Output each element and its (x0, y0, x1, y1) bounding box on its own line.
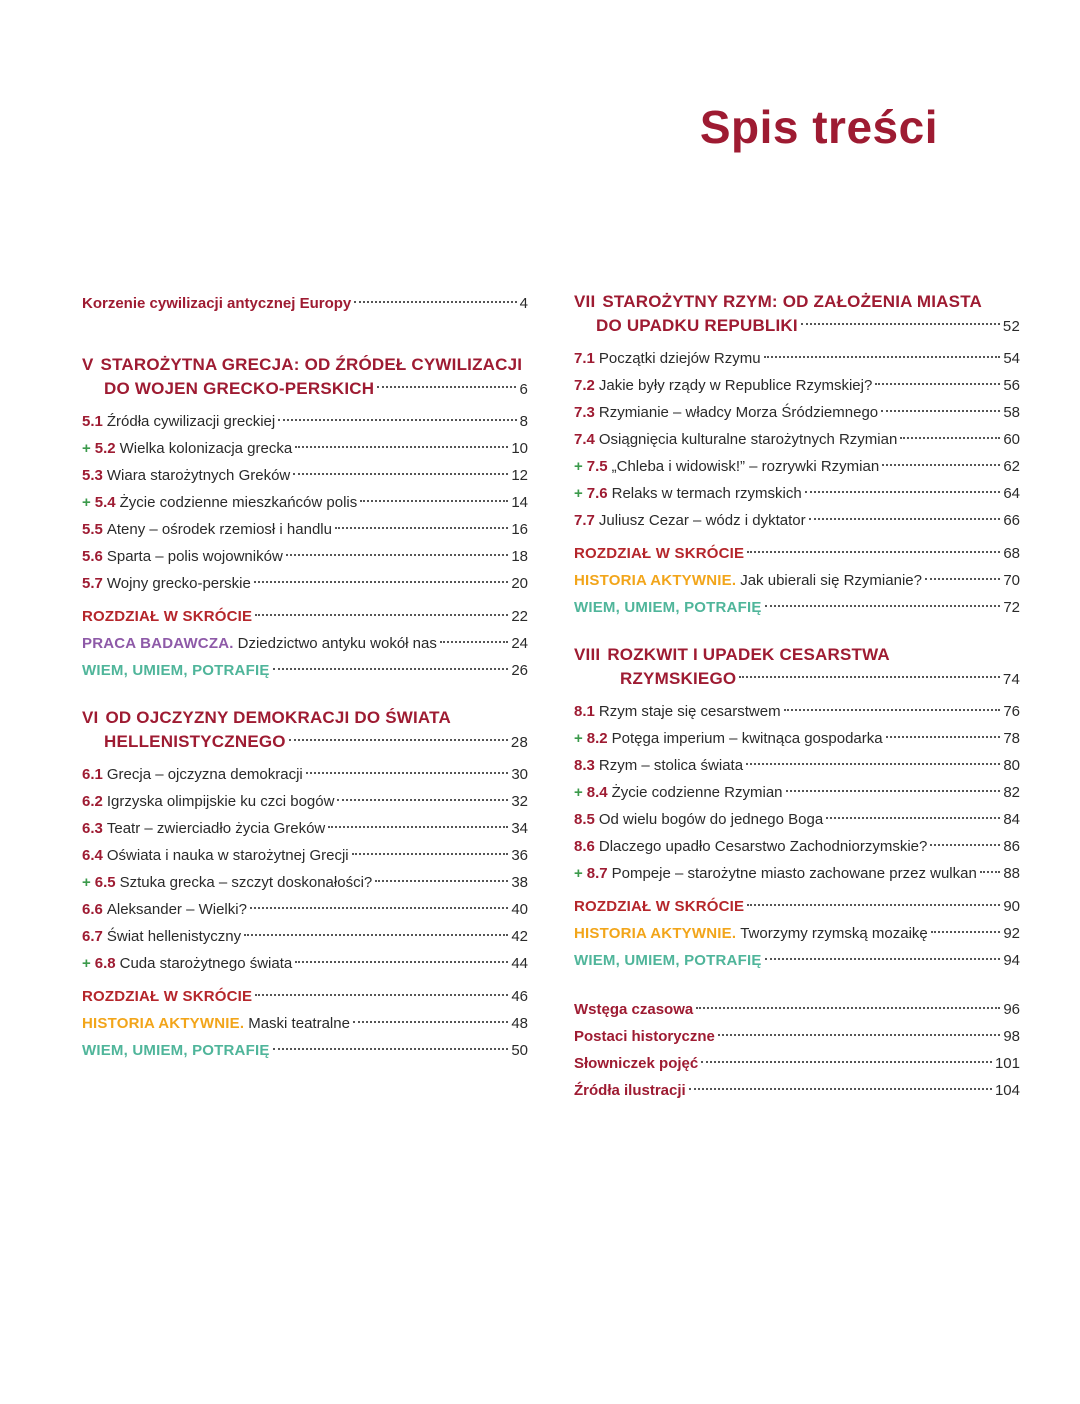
dot-leader (809, 518, 1001, 520)
page-number: 16 (511, 521, 528, 538)
toc-entry[interactable] (82, 869, 528, 896)
chapter-title-line2 (82, 730, 528, 755)
chapter-roman-numeral: VI (82, 708, 99, 727)
page-number: 42 (511, 928, 528, 945)
extra-label: ROZDZIAŁ W SKRÓCIE (574, 898, 745, 915)
section-number: 5.3 (82, 467, 103, 484)
dot-leader (306, 772, 509, 774)
plus-marker: + (82, 874, 91, 891)
dot-leader (295, 446, 508, 448)
dot-leader (718, 1034, 1000, 1036)
intro-section (82, 290, 528, 317)
dot-leader (747, 551, 1000, 553)
page-number: 96 (1003, 1001, 1020, 1018)
chapter-section (574, 290, 1020, 621)
toc-left-column (82, 290, 528, 1086)
dot-leader (254, 581, 509, 583)
dot-leader (784, 709, 1001, 711)
page-number: 76 (1003, 703, 1020, 720)
page-number: 78 (1003, 730, 1020, 747)
chapter-roman-numeral: V (82, 355, 94, 374)
appendix-label: Słowniczek pojęć (574, 1055, 699, 1072)
page-number: 64 (1003, 485, 1020, 502)
section-number: 7.7 (574, 512, 595, 529)
page-number: 24 (511, 635, 528, 652)
dot-leader (440, 641, 508, 643)
toc-entry[interactable] (82, 570, 528, 597)
page-number: 26 (511, 662, 528, 679)
toc-entry[interactable] (574, 480, 1020, 507)
page-number: 84 (1003, 811, 1020, 828)
entry-title: Oświata i nauka w starożytnej Grecji (106, 847, 349, 864)
section-number: 8.4 (586, 784, 608, 801)
entry-title: Wojny grecko-perskie (106, 575, 251, 592)
dot-leader (747, 904, 1000, 906)
section-number: 6.1 (82, 766, 103, 783)
dot-leader (765, 605, 1001, 607)
chapter-title-line2 (574, 314, 1020, 339)
toc-entry[interactable] (82, 950, 528, 977)
dot-leader (255, 614, 508, 616)
toc-extra-entry[interactable] (82, 630, 528, 657)
extra-subtitle: Jak ubierali się Rzymianie? (740, 572, 922, 589)
entry-title: Dlaczego upadło Cesarstwo Zachodniorzymskie? (598, 838, 928, 855)
dot-leader (786, 790, 1001, 792)
dot-leader (278, 419, 516, 421)
toc-extra-entry[interactable] (574, 540, 1020, 567)
page-number: 36 (511, 847, 528, 864)
plus-marker: + (82, 955, 91, 972)
toc-entry[interactable] (574, 860, 1020, 887)
extra-label: WIEM, UMIEM, POTRAFIĘ (574, 952, 762, 969)
entry-title: Sztuka grecka – szczyt doskonałości? (119, 874, 373, 891)
section-number: 6.4 (82, 847, 103, 864)
chapter-title-text: RZYMSKIEGO (620, 669, 737, 688)
page-title: Spis treści (699, 101, 938, 153)
toc-extra-entry[interactable] (82, 983, 528, 1010)
entry-title: Rzymianie – władcy Morza Śródziemnego (598, 404, 879, 421)
dot-leader (900, 437, 1000, 439)
page-number: 70 (1003, 572, 1020, 589)
chapter-title-text: DO WOJEN GRECKO-PERSKICH (104, 379, 375, 398)
plus-marker: + (82, 494, 91, 511)
page-number: 72 (1003, 599, 1020, 616)
section-number: 8.7 (586, 865, 608, 882)
page-number: 50 (511, 1042, 528, 1059)
section-number: 7.1 (574, 350, 595, 367)
toc-entry[interactable] (574, 372, 1020, 399)
chapter-title-line1 (82, 353, 528, 377)
toc-extra-entry[interactable] (574, 893, 1020, 920)
toc-extra-entry[interactable] (574, 594, 1020, 621)
entry-title: Igrzyska olimpijskie ku czci bogów (106, 793, 335, 810)
entry-title: Aleksander – Wielki? (106, 901, 247, 918)
plus-marker: + (574, 730, 583, 747)
entry-title: Wielka kolonizacja grecka (119, 440, 293, 457)
dot-leader (875, 383, 1000, 385)
dot-leader (930, 844, 1000, 846)
chapter-title-text: ROZKWIT I UPADEK CESARSTWA (607, 645, 890, 664)
chapter-heading[interactable] (82, 706, 528, 755)
dot-leader (328, 826, 508, 828)
toc-entry[interactable] (574, 725, 1020, 752)
dot-leader (925, 578, 1000, 580)
toc-extra-entry[interactable] (574, 947, 1020, 974)
toc-entry[interactable] (82, 842, 528, 869)
entry-title: Cuda starożytnego świata (119, 955, 293, 972)
dot-leader (931, 931, 1001, 933)
appendix-entry[interactable] (574, 1077, 1020, 1104)
right-chapters (574, 290, 1020, 974)
appendix-section (574, 996, 1020, 1104)
toc-extra-entry[interactable] (82, 1010, 528, 1037)
section-number: 7.3 (574, 404, 595, 421)
section-number: 8.3 (574, 757, 595, 774)
left-chapters (82, 353, 528, 1064)
extra-label: ROZDZIAŁ W SKRÓCIE (82, 608, 253, 625)
section-number: 8.5 (574, 811, 595, 828)
chapter-heading[interactable] (574, 290, 1020, 339)
toc-entry[interactable] (574, 779, 1020, 806)
page-number: 34 (511, 820, 528, 837)
toc-entry[interactable] (82, 761, 528, 788)
toc-entry[interactable] (82, 815, 528, 842)
chapter-heading[interactable] (574, 643, 1020, 692)
entry-title: „Chleba i widowisk!” – rozrywki Rzymian (611, 458, 880, 475)
extra-label: PRACA BADAWCZA. (82, 635, 234, 652)
plus-marker: + (574, 485, 583, 502)
section-number: 8.2 (586, 730, 608, 747)
section-number: 8.1 (574, 703, 595, 720)
extra-label: HISTORIA AKTYWNIE. (574, 925, 737, 942)
dot-leader (255, 994, 508, 996)
page-number: 30 (511, 766, 528, 783)
toc-entry[interactable] (82, 543, 528, 570)
toc-entry[interactable] (82, 462, 528, 489)
dot-leader (826, 817, 1000, 819)
chapter-section (574, 643, 1020, 974)
extra-label: WIEM, UMIEM, POTRAFIĘ (82, 1042, 270, 1059)
toc-right-column (574, 290, 1020, 1126)
chapter-title-text: STAROŻYTNY RZYM: OD ZAŁOŻENIA MIASTA (602, 292, 982, 311)
toc-entry[interactable] (82, 435, 528, 462)
entry-title: Sparta – polis wojowników (106, 548, 283, 565)
page-number: 38 (511, 874, 528, 891)
section-number: 6.7 (82, 928, 103, 945)
toc-entry[interactable] (574, 453, 1020, 480)
dot-leader (805, 491, 1001, 493)
entry-title: Wiara starożytnych Greków (106, 467, 291, 484)
toc-entry[interactable] (82, 408, 528, 435)
page-number: 44 (511, 955, 528, 972)
page-number: 88 (1003, 865, 1020, 882)
entry-title: Grecja – ojczyzna demokracji (106, 766, 303, 783)
chapter-title-line1 (82, 706, 528, 730)
appendix-label: Postaci historyczne (574, 1028, 715, 1045)
dot-leader (293, 473, 508, 475)
chapter-title-line1 (574, 290, 1020, 314)
extra-subtitle: Tworzymy rzymską mozaikę (740, 925, 928, 942)
extra-label: WIEM, UMIEM, POTRAFIĘ (82, 662, 270, 679)
toc-entry[interactable] (574, 426, 1020, 453)
section-number: 8.6 (574, 838, 595, 855)
page-number: 62 (1003, 458, 1020, 475)
dot-leader (244, 934, 508, 936)
page-number: 32 (511, 793, 528, 810)
page-number: 4 (519, 295, 528, 312)
section-number: 6.8 (94, 955, 116, 972)
chapter-title-text: DO UPADKU REPUBLIKI (596, 316, 798, 335)
page-number: 46 (511, 988, 528, 1005)
page-number: 86 (1003, 838, 1020, 855)
page-number: 68 (1003, 545, 1020, 562)
page-number: 66 (1003, 512, 1020, 529)
toc-entry[interactable] (574, 399, 1020, 426)
chapter-title-text: OD OJCZYZNY DEMOKRACJI DO ŚWIATA (105, 708, 451, 727)
entry-title: Jakie były rządy w Republice Rzymskiej? (598, 377, 873, 394)
page-number: 6 (519, 381, 528, 398)
section-number: 5.5 (82, 521, 103, 538)
section-number: 5.2 (94, 440, 116, 457)
dot-leader (801, 323, 1000, 325)
page-number: 54 (1003, 350, 1020, 367)
page-number: 92 (1003, 925, 1020, 942)
intro-entry[interactable] (82, 290, 528, 317)
page-number: 20 (511, 575, 528, 592)
section-number: 7.4 (574, 431, 595, 448)
section-number: 6.2 (82, 793, 103, 810)
section-number: 5.1 (82, 413, 103, 430)
dot-leader (273, 668, 509, 670)
entry-title: Rzym staje się cesarstwem (598, 703, 781, 720)
page-number: 10 (511, 440, 528, 457)
dot-leader (337, 799, 508, 801)
dot-leader (375, 880, 508, 882)
toc-entry[interactable] (574, 806, 1020, 833)
chapter-title-line2 (82, 377, 528, 402)
dot-leader (354, 301, 516, 303)
extra-label: WIEM, UMIEM, POTRAFIĘ (574, 599, 762, 616)
page-number: 98 (1003, 1028, 1020, 1045)
page-number: 40 (511, 901, 528, 918)
page-number: 56 (1003, 377, 1020, 394)
chapter-roman-numeral: VII (574, 292, 596, 311)
dot-leader (881, 410, 1000, 412)
toc-entry[interactable] (574, 507, 1020, 534)
extra-label: ROZDZIAŁ W SKRÓCIE (574, 545, 745, 562)
page-number: 18 (511, 548, 528, 565)
dot-leader (335, 527, 508, 529)
entry-title: Ateny – ośrodek rzemiosł i handlu (106, 521, 332, 538)
page-number: 48 (511, 1015, 528, 1032)
entry-title: Juliusz Cezar – wódz i dyktator (598, 512, 806, 529)
chapter-title-line2 (574, 667, 1020, 692)
entry-title: Od wielu bogów do jednego Boga (598, 811, 824, 828)
appendix-entry[interactable] (574, 1023, 1020, 1050)
toc-extra-entry[interactable] (82, 657, 528, 684)
toc-entry[interactable] (82, 923, 528, 950)
toc-entry[interactable] (82, 788, 528, 815)
section-number: 5.7 (82, 575, 103, 592)
chapter-section (82, 706, 528, 1064)
entry-title: Pompeje – starożytne miasto zachowane przez wulkan (611, 865, 977, 882)
toc-entry[interactable] (82, 896, 528, 923)
dot-leader (980, 871, 1001, 873)
entry-title: Życie codzienne mieszkańców polis (119, 494, 358, 511)
entry-title: Relaks w termach rzymskich (611, 485, 802, 502)
page-number: 12 (511, 467, 528, 484)
dot-leader (886, 736, 1001, 738)
page-number: 28 (510, 734, 528, 751)
page-number: 74 (1002, 671, 1020, 688)
dot-leader (701, 1061, 992, 1063)
extra-subtitle: Dziedzictwo antyku wokół nas (237, 635, 437, 652)
toc-extra-entry[interactable] (574, 920, 1020, 947)
section-number: 5.4 (94, 494, 116, 511)
dot-leader (882, 464, 1000, 466)
chapter-title-line1 (574, 643, 1020, 667)
dot-leader (746, 763, 1000, 765)
page-number: 52 (1002, 318, 1020, 335)
dot-leader (250, 907, 508, 909)
dot-leader (273, 1048, 509, 1050)
page-number: 90 (1003, 898, 1020, 915)
appendix-entry[interactable] (574, 1050, 1020, 1077)
section-number: 6.3 (82, 820, 103, 837)
entry-title: Potęga imperium – kwitnąca gospodarka (611, 730, 883, 747)
entry-title: Początki dziejów Rzymu (598, 350, 761, 367)
toc-entry[interactable] (82, 489, 528, 516)
page-number: 80 (1003, 757, 1020, 774)
plus-marker: + (574, 784, 583, 801)
dot-leader (377, 386, 516, 388)
toc-entry[interactable] (574, 833, 1020, 860)
entry-title: Życie codzienne Rzymian (611, 784, 783, 801)
page-number: 82 (1003, 784, 1020, 801)
chapter-title-text: HELLENISTYCZNEGO (104, 732, 286, 751)
toc-entry[interactable] (574, 698, 1020, 725)
toc-extra-entry[interactable] (82, 603, 528, 630)
entry-title: Rzym – stolica świata (598, 757, 744, 774)
extra-label: HISTORIA AKTYWNIE. (82, 1015, 245, 1032)
page-number: 104 (994, 1082, 1020, 1099)
page-number: 60 (1003, 431, 1020, 448)
toc-entry[interactable] (574, 345, 1020, 372)
dot-leader (295, 961, 508, 963)
page-number: 8 (519, 413, 528, 430)
dot-leader (696, 1007, 1000, 1009)
section-number: 7.5 (586, 458, 608, 475)
entry-title: Teatr – zwierciadło życia Greków (106, 820, 326, 837)
chapter-roman-numeral: VIII (574, 645, 601, 664)
toc-entry[interactable] (82, 516, 528, 543)
page-number: 58 (1003, 404, 1020, 421)
toc-extra-entry[interactable] (82, 1037, 528, 1064)
toc-entry[interactable] (574, 752, 1020, 779)
section-number: 6.6 (82, 901, 103, 918)
plus-marker: + (574, 458, 583, 475)
dot-leader (352, 853, 509, 855)
dot-leader (764, 356, 1001, 358)
appendix-label: Wstęga czasowa (574, 1001, 694, 1018)
toc-extra-entry[interactable] (574, 567, 1020, 594)
extra-label: ROZDZIAŁ W SKRÓCIE (82, 988, 253, 1005)
plus-marker: + (82, 440, 91, 457)
extra-subtitle: Maski teatralne (248, 1015, 350, 1032)
dot-leader (360, 500, 508, 502)
intro-label: Korzenie cywilizacji antycznej Europy (82, 295, 352, 312)
section-number: 5.6 (82, 548, 103, 565)
dot-leader (286, 554, 509, 556)
dot-leader (739, 676, 1000, 678)
dot-leader (689, 1088, 992, 1090)
section-number: 7.2 (574, 377, 595, 394)
page-number: 101 (994, 1055, 1020, 1072)
entry-title: Świat hellenistyczny (106, 928, 242, 945)
plus-marker: + (574, 865, 583, 882)
page-number: 22 (511, 608, 528, 625)
page-number: 94 (1003, 952, 1020, 969)
page-number: 14 (511, 494, 528, 511)
chapter-section (82, 353, 528, 684)
appendix-entry[interactable] (574, 996, 1020, 1023)
entry-title: Źródła cywilizacji greckiej (106, 413, 276, 430)
appendix-label: Źródła ilustracji (574, 1082, 686, 1099)
dot-leader (765, 958, 1001, 960)
chapter-heading[interactable] (82, 353, 528, 402)
dot-leader (289, 739, 508, 741)
section-number: 7.6 (586, 485, 608, 502)
entry-title: Osiągnięcia kulturalne starożytnych Rzymian (598, 431, 898, 448)
section-number: 6.5 (94, 874, 116, 891)
extra-label: HISTORIA AKTYWNIE. (574, 572, 737, 589)
chapter-title-text: STAROŻYTNA GRECJA: OD ŹRÓDEŁ CYWILIZACJI (100, 355, 523, 374)
dot-leader (353, 1021, 508, 1023)
